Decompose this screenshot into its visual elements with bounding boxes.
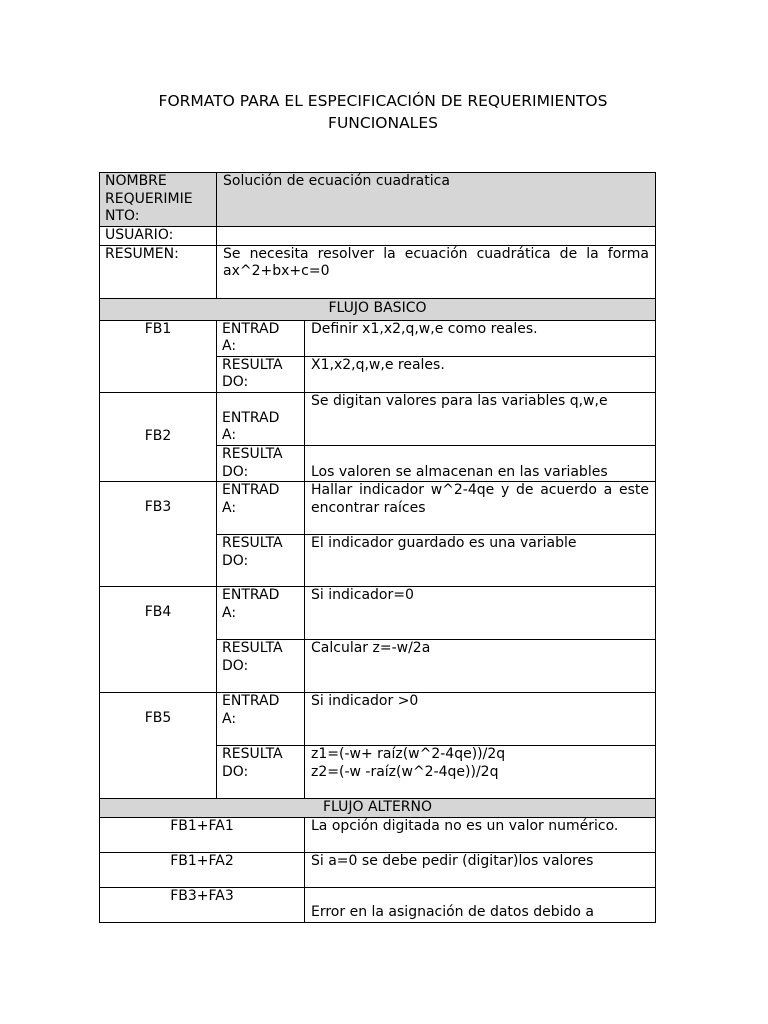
fb5-entrada-value: Si indicador >0 <box>305 693 656 746</box>
entrada-label-line1: ENTRAD <box>222 693 280 710</box>
fb2-resultado-value: Los valoren se almacenan en las variables <box>305 445 656 481</box>
nombre-label-3: NTO: <box>105 208 140 225</box>
resultado-label-line1: RESULTA <box>222 746 283 763</box>
nombre-label-cell <box>100 173 217 227</box>
entrada-label-line1: ENTRAD <box>222 587 280 604</box>
fb1-entrada-row <box>100 320 656 356</box>
usuario-row <box>100 227 656 246</box>
entrada-label-line2: A: <box>222 604 237 621</box>
fa3-description: Error en la asignación de datos debido a <box>305 887 656 922</box>
flujo-alterno-heading: FLUJO ALTERNO <box>100 799 656 818</box>
entrada-label-line2: A: <box>222 338 237 355</box>
nombre-label-1: NOMBRE <box>105 173 167 189</box>
fb3-entrada-value: Hallar indicador w^2-4qe y de acuerdo a este encontrar raíces <box>305 482 656 535</box>
resultado-label-line1: RESULTA <box>222 535 283 552</box>
fb5-resultado-label <box>217 746 305 799</box>
fb3-entrada-row <box>100 482 656 535</box>
fb1-entrada-value: Definir x1,x2,q,w,e como reales. <box>305 320 656 356</box>
fb4-entrada-value: Si indicador=0 <box>305 587 656 640</box>
fb5-id: FB5 <box>100 693 217 799</box>
nombre-value: Solución de ecuación cuadratica <box>217 173 656 227</box>
resultado-label-line1: RESULTA <box>222 640 283 657</box>
fb5-resultado-line2: z2=(-w -raíz(w^2-4qe))/2q <box>311 763 499 780</box>
resultado-label-line2: DO: <box>222 763 249 780</box>
fa1-description: La opción digitada no es un valor numérico. <box>305 817 656 852</box>
usuario-value <box>217 227 656 246</box>
flujo-alterno-heading-row <box>100 799 656 818</box>
flujo-basico-heading: FLUJO BASICO <box>100 298 656 320</box>
fb3-resultado-value: El indicador guardado es una variable <box>305 535 656 587</box>
fb5-entrada-label <box>217 693 305 746</box>
fb1-resultado-value: X1,x2,q,w,e reales. <box>305 356 656 392</box>
resumen-label: RESUMEN: <box>100 245 217 298</box>
fa2-description: Si a=0 se debe pedir (digitar)los valores <box>305 852 656 887</box>
document-title <box>100 90 666 134</box>
resultado-label-line1: RESULTA <box>222 356 283 373</box>
fb4-entrada-row <box>100 587 656 640</box>
usuario-label: USUARIO: <box>100 227 217 246</box>
resultado-label-line2: DO: <box>222 374 249 391</box>
fb3-resultado-label <box>217 535 305 587</box>
fb2-entrada-value: Se digitan valores para las variables q,w,e <box>305 392 656 445</box>
title-line-2: FUNCIONALES <box>328 114 438 132</box>
fa3-id: FB3+FA3 <box>100 887 305 922</box>
fa2-id: FB1+FA2 <box>100 852 305 887</box>
fa1-row <box>100 817 656 852</box>
title-line-1: FORMATO PARA EL ESPECIFICACIÓN DE REQUERIMIENTOS <box>158 92 608 110</box>
fa1-id: FB1+FA1 <box>100 817 305 852</box>
fb4-resultado-label <box>217 640 305 693</box>
fb2-entrada-row <box>100 392 656 445</box>
fb1-id: FB1 <box>100 320 217 392</box>
resumen-value: Se necesita resolver la ecuación cuadrática de la forma ax^2+bx+c=0 <box>217 245 656 298</box>
nombre-row <box>100 173 656 227</box>
entrada-label-line2: A: <box>222 710 237 727</box>
entrada-label-line2: A: <box>222 427 237 444</box>
requirements-table <box>99 172 656 923</box>
fb5-entrada-row <box>100 693 656 746</box>
fb3-entrada-label <box>217 482 305 535</box>
fb1-entrada-label <box>217 320 305 356</box>
resultado-label-line2: DO: <box>222 552 249 569</box>
fb4-id: FB4 <box>100 587 217 693</box>
flujo-basico-heading-row <box>100 298 656 320</box>
resumen-row <box>100 245 656 298</box>
entrada-label-line1: ENTRAD <box>222 320 280 337</box>
fb2-resultado-label <box>217 445 305 481</box>
resultado-label-line2: DO: <box>222 657 249 674</box>
nombre-label-2: REQUERIMIE <box>105 190 193 207</box>
fa3-row <box>100 887 656 922</box>
entrada-label-line1: ENTRAD <box>222 409 280 426</box>
fb3-id: FB3 <box>100 482 217 587</box>
fa2-row <box>100 852 656 887</box>
fb2-entrada-label <box>217 392 305 445</box>
fb5-resultado-line1: z1=(-w+ raíz(w^2-4qe))/2q <box>311 746 506 763</box>
fb4-entrada-label <box>217 587 305 640</box>
fb4-resultado-value: Calcular z=-w/2a <box>305 640 656 693</box>
fb2-id: FB2 <box>100 392 217 481</box>
entrada-label-line1: ENTRAD <box>222 482 280 499</box>
resultado-label-line2: DO: <box>222 463 249 480</box>
resultado-label-line1: RESULTA <box>222 445 283 462</box>
entrada-label-line2: A: <box>222 499 237 516</box>
fb1-resultado-label <box>217 356 305 392</box>
fb5-resultado-value <box>305 746 656 799</box>
